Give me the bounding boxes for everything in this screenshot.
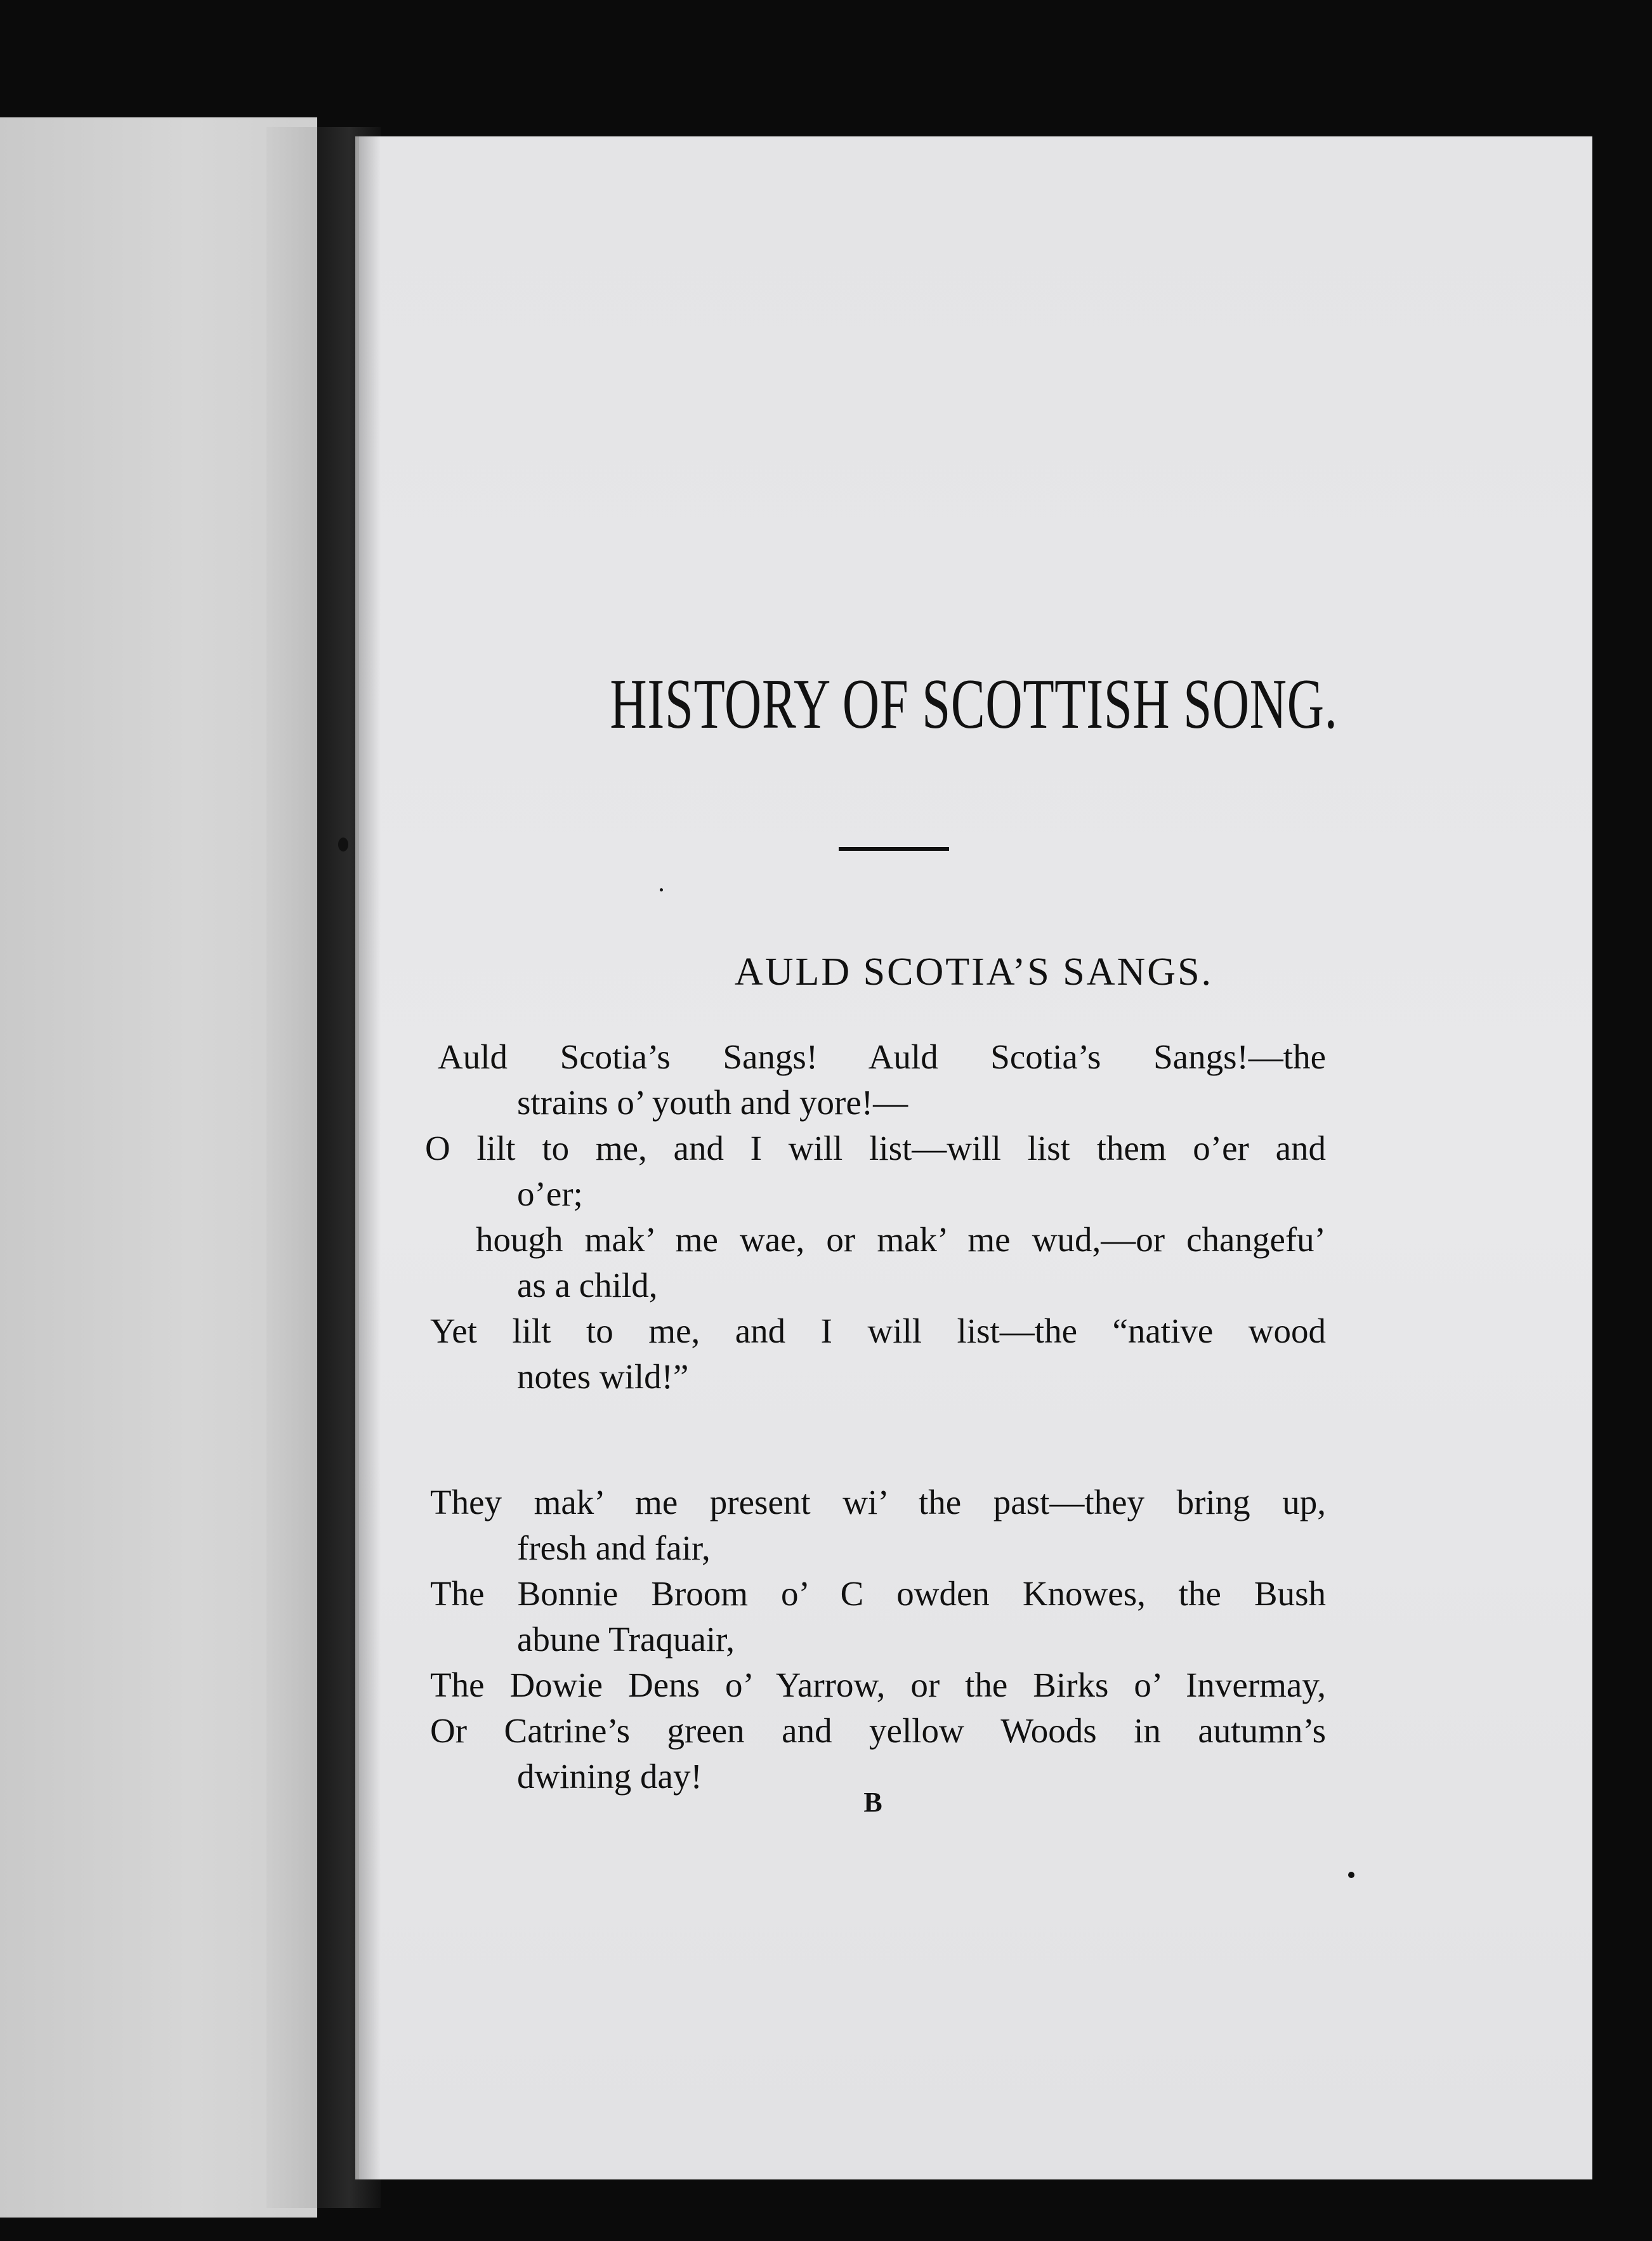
poem-line: hough mak’ me wae, or mak’ me wud,—or changefu’ bbox=[476, 1220, 1326, 1259]
poem-line-continuation: fresh and fair, bbox=[517, 1528, 711, 1567]
poem-line: They mak’ me present wi’ the past—they bring up, bbox=[430, 1483, 1326, 1521]
left-page-edge bbox=[266, 127, 317, 2208]
page-shadow bbox=[355, 136, 381, 2179]
poem-line: The Dowie Dens o’ Yarrow, or the Birks o’ Invermay, bbox=[430, 1666, 1326, 1704]
page-title: HISTORY OF SCOTTISH SONG. bbox=[610, 665, 1338, 744]
poem-line-continuation: notes wild!” bbox=[517, 1357, 689, 1396]
scan-speck bbox=[660, 888, 663, 891]
section-heading: AULD SCOTIA’S SANGS. bbox=[734, 950, 1214, 994]
poem bbox=[425, 1034, 1326, 1879]
stanza-1 bbox=[425, 1034, 1326, 1400]
title-rule bbox=[839, 847, 949, 851]
stanza-2 bbox=[430, 1480, 1326, 1799]
poem-line: Auld Scotia’s Sangs! Auld Scotia’s Sangs!—the bbox=[438, 1037, 1326, 1076]
poem-line-continuation: strains o’ youth and yore!— bbox=[517, 1083, 908, 1122]
poem-line-continuation: as a child, bbox=[517, 1266, 658, 1305]
poem-line: O lilt to me, and I will list—will list them o’er and bbox=[425, 1129, 1326, 1167]
poem-line-continuation: o’er; bbox=[517, 1174, 583, 1213]
poem-line: Yet lilt to me, and I will list—the “native wood bbox=[430, 1311, 1326, 1350]
poem-line-continuation: abune Traquair, bbox=[517, 1620, 735, 1659]
scan-speck bbox=[338, 838, 348, 851]
poem-line: Or Catrine’s green and yellow Woods in autumn’s bbox=[430, 1711, 1326, 1750]
poem-line-continuation: dwining day! bbox=[517, 1757, 702, 1796]
signature-mark: B bbox=[863, 1787, 882, 1818]
poem-line: The Bonnie Broom o’ C owden Knowes, the Bush bbox=[430, 1574, 1326, 1613]
scan-speck bbox=[1348, 1872, 1354, 1878]
